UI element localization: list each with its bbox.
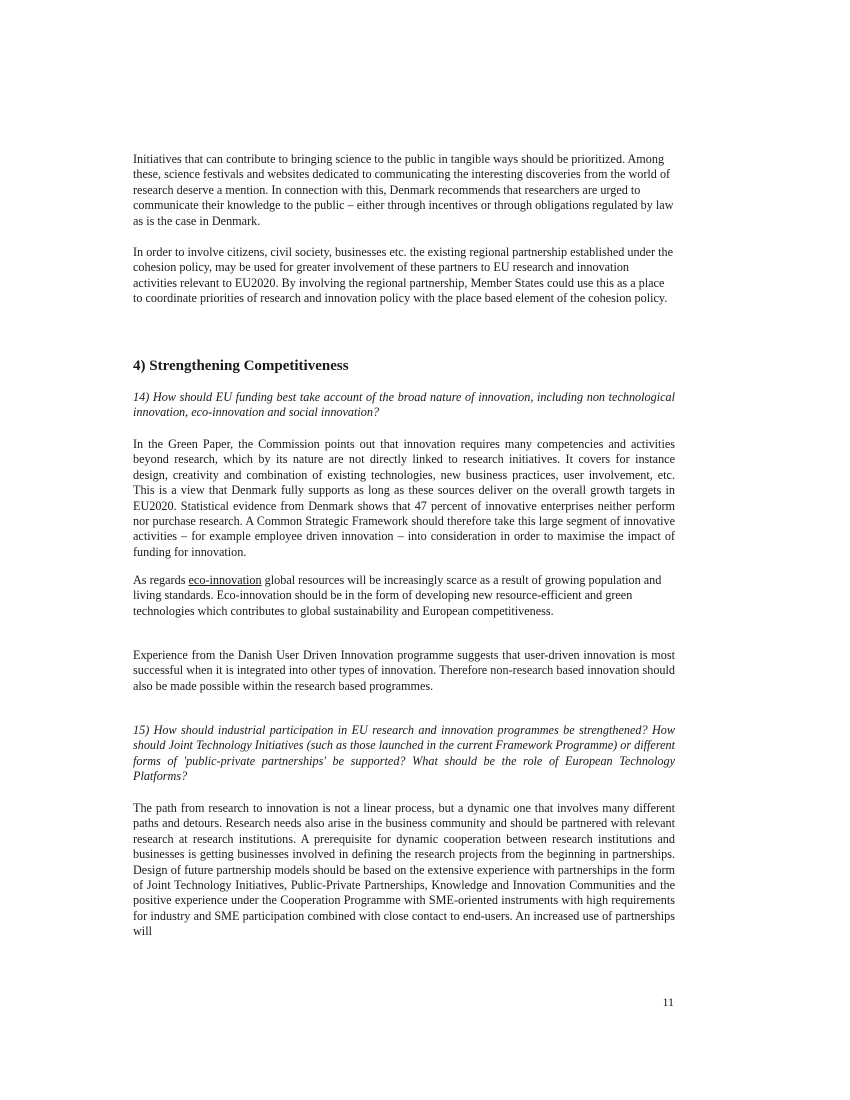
question-14 [133,390,675,421]
user-driven-paragraph-text: Experience from the Danish User Driven Innovation programme suggests that user-driven innovation is most successful when it is integrated into other types of innovation. Therefore non-research based innovation should also be made possible within the research based programmes. [133,648,675,693]
regional-partnership-paragraph [133,245,675,307]
path-paragraph [133,801,675,940]
eco-text-before: As regards [133,573,189,587]
intro-paragraph-text: Initiatives that can contribute to bringing science to the public in tangible ways should be prioritized. Among these, science festivals and websites dedicated to communicating the interesting discoveries from the world of research deserve a mention. In connection with this, Denmark recommends that researchers are urged to communicate their knowledge to the public – either through incentives or through obligations regulated by law as is the case in Denmark. [133,152,674,228]
path-paragraph-text: The path from research to innovation is not a linear process, but a dynamic one that involves many different paths and detours. Research needs also arise in the business community and should be partnered with relevant research at research institutions. A prerequisite for dynamic cooperation between research institutions and businesses is getting businesses involved in defining the research projects from the beginning in partnerships. Design of future partnership models should be based on the extensive experience with partnerships in the form of Joint Technology Initiatives, Public-Private Partnerships, Knowledge and Innovation Communities and the positive experience under the Cooperation Programme with SME-oriented instruments with high requirements for industry and SME participation combined with close contact to end-users. An increased use of partnerships will [133,801,675,939]
eco-innovation-link[interactable]: eco-innovation [188,573,262,587]
eco-innovation-paragraph [133,573,675,619]
question-15-text: 15) How should industrial participation in EU research and innovation programmes be strengthened? How should Joint Technology Initiatives (such as those launched in the current Framework Programme) or different forms of 'public-private partnerships' be supported? What should be the role of European Technology Platforms? [133,723,675,784]
section-heading: 4) Strengthening Competitiveness [133,358,349,374]
eco-innovation-paragraph-text [133,573,675,619]
intro-paragraph [133,152,675,229]
green-paper-paragraph [133,437,675,560]
green-paper-paragraph-text: In the Green Paper, the Commission points out that innovation requires many competencies and activities beyond research, which by its nature are not directly linked to research initiatives. It covers for instance design, creativity and combination of existing technologies, new business practices, user involvement, etc. This is a view that Denmark fully supports as long as these sources deliver on the overall growth targets in EU2020. Statistical evidence from Denmark shows that 47 percent of innovative enterprises neither perform nor purchase research. A Common Strategic Framework should therefore take this large segment of innovative activities – for example employee driven innovation – into consideration in order to maximise the impact of funding for innovation. [133,437,675,559]
user-driven-paragraph [133,648,675,694]
page-number: 11 [662,995,674,1009]
regional-paragraph-text: In order to involve citizens, civil society, businesses etc. the existing regional partnership established under the cohesion policy, may be used for greater involvement of these partners to EU research and innovation activities relevant to EU2020. By involving the regional partnership, Member States could use this as a place to coordinate priorities of research and innovation policy with the place based element of the cohesion policy. [133,245,674,306]
eco-text-after: global resources will be increasingly scarce as a result of growing population and living standards. Eco-innovation should be in the form of developing new resource-efficient and green technologies which contributes to global sustainability and European competitiveness. [133,573,662,618]
question-14-text: 14) How should EU funding best take account of the broad nature of innovation, including non technological innovation, eco-innovation and social innovation? [133,390,675,420]
question-15 [133,723,675,785]
